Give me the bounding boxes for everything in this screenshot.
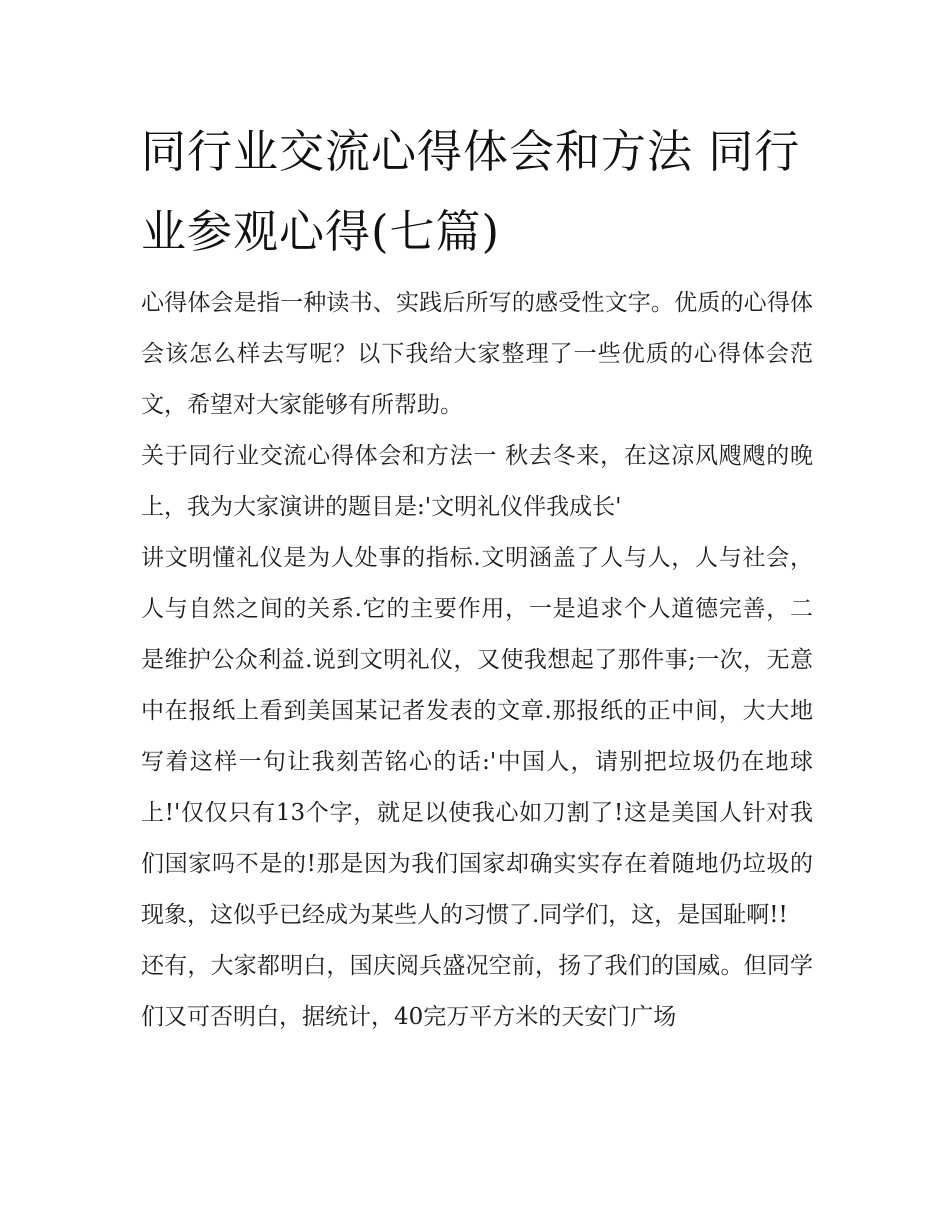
document-body [141, 278, 813, 1043]
paragraph-national-day: 还有，大家都明白，国庆阅兵盛况空前，扬了我们的国威。但同学们又可否明白，据统计，40完万平方米的天安门广场 [141, 953, 813, 1030]
document-content [141, 112, 813, 1043]
document-title: 同行业交流心得体会和方法 同行业参观心得(七篇) [141, 125, 801, 258]
paragraph-civility: 讲文明懂礼仪是为人处事的指标.文明涵盖了人与人，人与社会，人与自然之间的关系.它的主要作用，一是追求个人道德完善，二是维护公众利益.说到文明礼仪，又使我想起了那件事;一次，无意中在报纸上看到美国某记者发表的文章.那报纸的正中间，大大地写着这样一句让我刻苦铭心的话:'中国人，请别把垃圾仍在地球上!'仅仅只有13个字，就足以使我心如刀割了!这是美国人针对我们国家吗不是的!那是因为我们国家却确实实存在着随地仍垃圾的现象，这似乎已经成为某些人的习惯了.同学们，这，是国耻啊!! [141, 545, 813, 928]
paragraph-speech-opening: 关于同行业交流心得体会和方法一 秋去冬来，在这凉风飕飕的晚上，我为大家演讲的题目是:'文明礼仪伴我成长' [141, 443, 813, 520]
paragraph-intro: 心得体会是指一种读书、实践后所写的感受性文字。优质的心得体会该怎么样去写呢？以下我给大家整理了一些优质的心得体会范文，希望对大家能够有所帮助。 [141, 290, 813, 418]
